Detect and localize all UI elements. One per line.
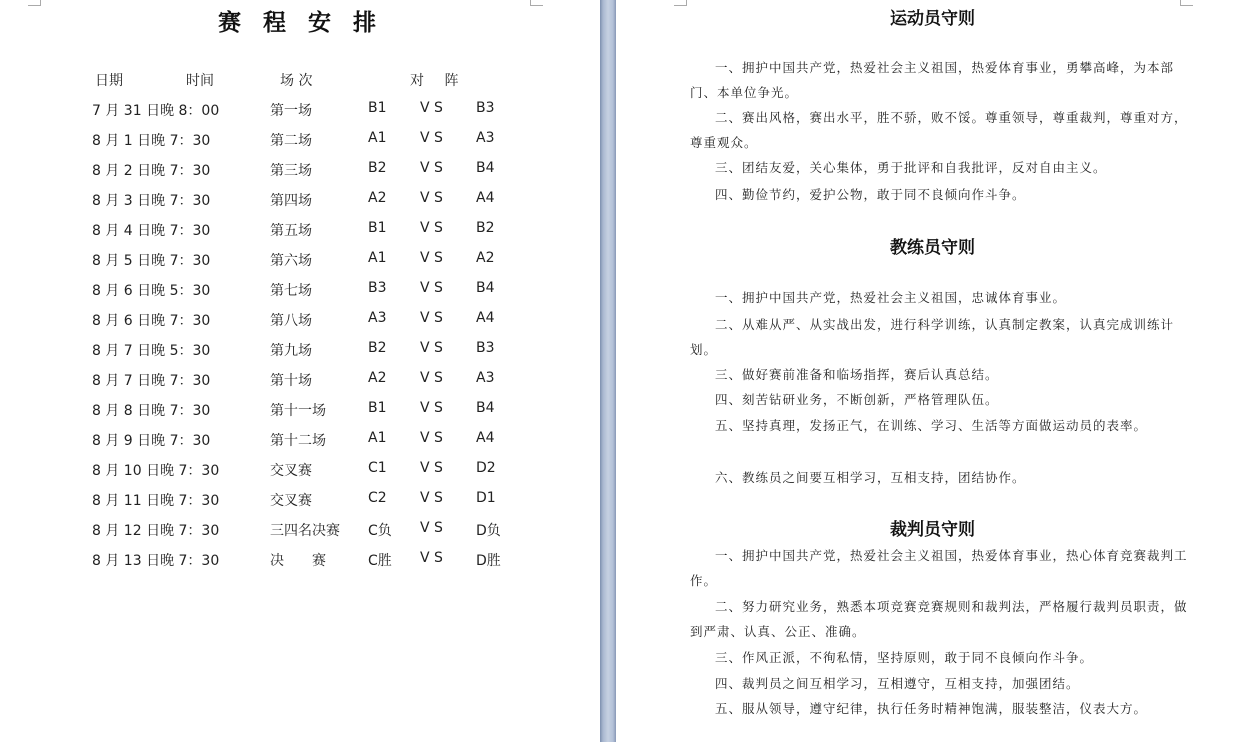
rule-item: 三、作风正派，不徇私情，坚持原则，敢于同不良倾向作斗争。	[715, 650, 1094, 665]
page-gutter	[600, 0, 616, 742]
schedule-row	[0, 280, 600, 310]
rule-item: 四、裁判员之间互相学习，互相遵守，互相支持，加强团结。	[715, 676, 1080, 691]
rule-item: 六、教练员之间要互相学习，互相支持，团结协作。	[715, 470, 1026, 485]
coach-rules-title: 教练员守则	[890, 238, 975, 258]
team-a: C胜	[368, 553, 392, 569]
versus-label: V S	[420, 370, 443, 386]
schedule-venue: 第五场	[270, 223, 312, 239]
team-a: A1	[368, 430, 387, 446]
schedule-datetime: 8 月 1 日晚 7：30	[92, 133, 211, 149]
rule-item: 五、坚持真理，发扬正气，在训练、学习、生活等方面做运动员的表率。	[715, 418, 1148, 433]
schedule-datetime: 7 月 31 日晚 8：00	[92, 103, 220, 119]
schedule-venue: 第十一场	[270, 403, 326, 419]
versus-label: V S	[420, 280, 443, 296]
team-b: D负	[476, 523, 501, 539]
schedule-venue: 第十二场	[270, 433, 326, 449]
schedule-venue: 决 赛	[270, 553, 326, 569]
versus-label: V S	[420, 400, 443, 416]
schedule-venue: 第六场	[270, 253, 312, 269]
versus-label: V S	[420, 340, 443, 356]
team-a: A1	[368, 250, 387, 266]
versus-label: V S	[420, 460, 443, 476]
versus-label: V S	[420, 160, 443, 176]
rule-item: 一、拥护中国共产党，热爱社会主义祖国，热爱体育事业，勇攀高峰，为本部门、本单位争光。	[690, 60, 1175, 100]
rule-item: 三、做好赛前准备和临场指挥，赛后认真总结。	[715, 367, 999, 382]
schedule-datetime: 8 月 13 日晚 7：30	[92, 553, 220, 569]
team-a: B2	[368, 160, 387, 176]
team-b: A4	[476, 430, 495, 446]
versus-label: V S	[420, 190, 443, 206]
team-a: C2	[368, 490, 387, 506]
versus-label: V S	[420, 100, 443, 116]
schedule-venue: 第四场	[270, 193, 312, 209]
team-b: B3	[476, 100, 495, 116]
team-a: A2	[368, 370, 387, 386]
rule-item: 二、努力研究业务，熟悉本项竞赛竞赛规则和裁判法，严格履行裁判员职责，做到严肃、认真、公正、准确。	[690, 599, 1188, 639]
team-b: A3	[476, 130, 495, 146]
athlete-rules-title: 运动员守则	[890, 9, 975, 29]
team-a: B1	[368, 100, 387, 116]
versus-label: V S	[420, 430, 443, 446]
rule-item: 五、服从领导，遵守纪律，执行任务时精神饱满，服装整洁，仪表大方。	[715, 701, 1148, 716]
schedule-row	[0, 310, 600, 340]
team-a: C负	[368, 523, 392, 539]
rules-page	[616, 0, 1249, 742]
schedule-row	[0, 340, 600, 370]
schedule-datetime: 8 月 5 日晚 7：30	[92, 253, 211, 269]
schedule-datetime: 8 月 8 日晚 7：30	[92, 403, 211, 419]
schedule-venue: 第三场	[270, 163, 312, 179]
team-a: B1	[368, 220, 387, 236]
team-a: B1	[368, 400, 387, 416]
schedule-row	[0, 250, 600, 280]
schedule-row	[0, 100, 600, 130]
header-time: 时间	[186, 73, 214, 89]
versus-label: V S	[420, 310, 443, 326]
schedule-venue: 三四名决赛	[270, 523, 340, 539]
team-a: A3	[368, 310, 387, 326]
schedule-title: 赛 程 安 排	[218, 9, 384, 36]
schedule-page	[0, 0, 600, 742]
team-b: B4	[476, 400, 495, 416]
team-b: A4	[476, 190, 495, 206]
schedule-venue: 交叉赛	[270, 493, 312, 509]
team-b: B4	[476, 160, 495, 176]
header-match: 对 阵	[410, 73, 467, 89]
schedule-venue: 第十场	[270, 373, 312, 389]
versus-label: V S	[420, 130, 443, 146]
versus-label: V S	[420, 250, 443, 266]
team-b: B3	[476, 340, 495, 356]
schedule-datetime: 8 月 3 日晚 7：30	[92, 193, 211, 209]
versus-label: V S	[420, 550, 443, 566]
schedule-datetime: 8 月 11 日晚 7：30	[92, 493, 220, 509]
schedule-venue: 第九场	[270, 343, 312, 359]
schedule-row	[0, 130, 600, 160]
schedule-row	[0, 490, 600, 520]
schedule-venue: 第八场	[270, 313, 312, 329]
schedule-datetime: 8 月 7 日晚 5：30	[92, 343, 211, 359]
schedule-row	[0, 370, 600, 400]
referee-rules-title: 裁判员守则	[890, 520, 975, 540]
schedule-row	[0, 160, 600, 190]
team-a: B3	[368, 280, 387, 296]
team-b: D2	[476, 460, 496, 476]
schedule-venue: 交叉赛	[270, 463, 312, 479]
header-date: 日期	[95, 73, 123, 89]
schedule-venue: 第一场	[270, 103, 312, 119]
rule-item: 四、刻苦钻研业务，不断创新，严格管理队伍。	[715, 392, 999, 407]
versus-label: V S	[420, 490, 443, 506]
team-b: A2	[476, 250, 495, 266]
schedule-row	[0, 520, 600, 550]
schedule-datetime: 8 月 6 日晚 7：30	[92, 313, 211, 329]
team-a: B2	[368, 340, 387, 356]
team-a: A1	[368, 130, 387, 146]
team-a: C1	[368, 460, 387, 476]
schedule-datetime: 8 月 4 日晚 7：30	[92, 223, 211, 239]
header-venue: 场 次	[280, 73, 313, 89]
rule-item: 三、团结友爱，关心集体，勇于批评和自我批评，反对自由主义。	[715, 160, 1107, 175]
team-b: D1	[476, 490, 496, 506]
schedule-datetime: 8 月 12 日晚 7：30	[92, 523, 220, 539]
team-b: A4	[476, 310, 495, 326]
schedule-datetime: 8 月 2 日晚 7：30	[92, 163, 211, 179]
schedule-datetime: 8 月 6 日晚 5：30	[92, 283, 211, 299]
rule-item: 四、勤俭节约，爱护公物，敢于同不良倾向作斗争。	[715, 187, 1026, 202]
schedule-venue: 第七场	[270, 283, 312, 299]
schedule-datetime: 8 月 10 日晚 7：30	[92, 463, 220, 479]
team-b: B4	[476, 280, 495, 296]
schedule-row	[0, 460, 600, 490]
team-b: D胜	[476, 553, 501, 569]
team-a: A2	[368, 190, 387, 206]
rule-item: 一、拥护中国共产党，热爱社会主义祖国，热爱体育事业，热心体育竞赛裁判工作。	[690, 548, 1188, 588]
crop-mark-top-right	[530, 0, 543, 6]
schedule-row	[0, 220, 600, 250]
rule-item: 二、从难从严、从实战出发，进行科学训练，认真制定教案，认真完成训练计划。	[690, 317, 1175, 357]
crop-mark-top-left	[28, 0, 41, 6]
rule-item: 一、拥护中国共产党，热爱社会主义祖国，忠诚体育事业。	[715, 290, 1067, 305]
versus-label: V S	[420, 520, 443, 536]
versus-label: V S	[420, 220, 443, 236]
schedule-row	[0, 430, 600, 460]
schedule-row	[0, 400, 600, 430]
schedule-row	[0, 550, 600, 580]
schedule-datetime: 8 月 7 日晚 7：30	[92, 373, 211, 389]
schedule-venue: 第二场	[270, 133, 312, 149]
team-b: A3	[476, 370, 495, 386]
rule-item: 二、赛出风格，赛出水平，胜不骄，败不馁。尊重领导，尊重裁判，尊重对方，尊重观众。	[690, 110, 1188, 150]
schedule-row	[0, 190, 600, 220]
team-b: B2	[476, 220, 495, 236]
schedule-datetime: 8 月 9 日晚 7：30	[92, 433, 211, 449]
